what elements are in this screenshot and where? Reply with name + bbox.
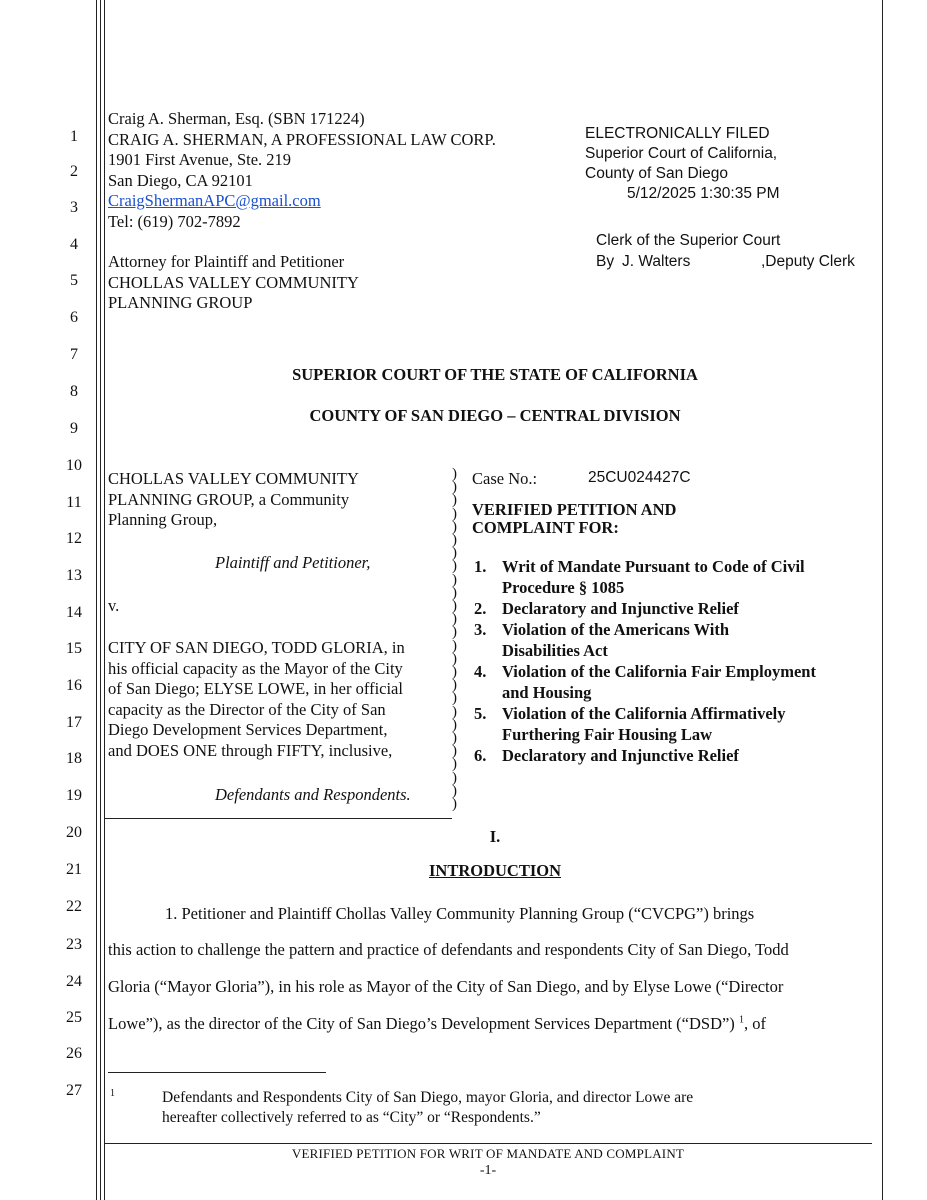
stamp-line: ELECTRONICALLY FILED [585,125,770,142]
line-number: 7 [70,346,78,363]
line-number: 14 [66,604,82,621]
stamp-clerk-name: J. Walters [622,253,691,270]
line-number: 16 [66,677,82,694]
clerk-stamp [596,230,876,272]
line-number: 24 [66,973,82,990]
line-number: 18 [66,750,82,767]
stamp-deputy: ,Deputy Clerk [761,253,855,270]
left-margin-line [96,0,97,1200]
claim-text: Declaratory and Injunctive Relief [502,746,739,765]
caption-parentheses: ) ) ) ) ) ) ) ) ) ) ) ) ) ) ) ) ) ) ) ) ) ) ) ) ) ) [452,466,457,813]
attorney-city: San Diego, CA 92101 [108,170,253,190]
document-title-line: VERIFIED PETITION AND [472,500,677,519]
claim-item [474,661,874,703]
plaintiff-name: CHOLLAS VALLEY COMMUNITY [108,469,359,488]
defendants-line: Diego Development Services Department, [108,720,388,739]
line-number: 15 [66,640,82,657]
line-number: 27 [66,1082,82,1099]
footnote-text [162,1088,693,1128]
claim-text: Violation of the California Affirmatively [502,704,786,723]
case-label: Case No.: [472,469,538,488]
line-number: 19 [66,787,82,804]
footnote-reference[interactable]: 1 [738,1014,744,1026]
defendants-line: of San Diego; ELYSE LOWE, in her official [108,679,403,698]
left-margin-line [104,0,105,1200]
body-line-tail: , of [743,1014,766,1033]
stamp-line: County of San Diego [585,165,729,182]
attorney-firm: CRAIG A. SHERMAN, A PROFESSIONAL LAW CORP. [108,129,496,149]
claim-item [474,619,874,661]
defendants-role: Defendants and Respondents. [215,785,411,804]
body-line-with-footnote [108,1014,766,1034]
attorney-tel: Tel: (619) 702-7892 [108,211,241,231]
footnote-line: Defendants and Respondents City of San Diego, mayor Gloria, and director Lowe are [162,1089,694,1106]
claim-text: Furthering Fair Housing Law [502,725,713,744]
footer-title: VERIFIED PETITION FOR WRIT OF MANDATE AND COMPLAINT [291,1146,685,1161]
claim-text: Procedure § 1085 [502,578,625,597]
document-title [472,501,676,537]
plaintiff-name: PLANNING GROUP, a Community [108,489,350,509]
case-number: 25CU024427C [588,469,691,486]
claim-number: 3. [474,620,487,639]
defendants-line: capacity as the Director of the City of San [108,699,386,719]
court-division: COUNTY OF SAN DIEGO – CENTRAL DIVISION [309,406,681,425]
line-number: 25 [66,1009,82,1026]
line-number: 6 [70,309,78,326]
stamp-line: Superior Court of California, [585,145,778,162]
claim-number: 2. [474,599,487,618]
claim-number: 1. [474,557,487,576]
claim-item [474,703,874,745]
line-number: 1 [70,128,78,145]
court-name: SUPERIOR COURT OF THE STATE OF CALIFORNIA [292,365,698,384]
footnote-separator [108,1072,326,1073]
plaintiff-name: Planning Group, [108,510,218,529]
footnote-line: hereafter collectively referred to as “City” or “Respondents.” [162,1109,541,1126]
page-number: -1- [479,1163,497,1178]
attorney-client: CHOLLAS VALLEY COMMUNITY [108,272,359,292]
defendants-block [108,638,405,761]
claim-text: Declaratory and Injunctive Relief [502,599,739,618]
body-line: Lowe”), as the director of the City of San Diego’s Development Services Department (“DSD”) [108,1014,735,1033]
stamp-by: By [596,253,615,270]
body-line: this action to challenge the pattern and practice of defendants and respondents City of San Diego, Todd [108,940,789,959]
line-number: 5 [70,272,78,289]
line-number: 22 [66,898,82,915]
claim-text: and Housing [502,683,592,702]
line-number: 21 [66,861,82,878]
claim-text: Writ of Mandate Pursuant to Code of Civil [502,557,805,576]
claim-text: Disabilities Act [502,641,608,660]
line-number: 3 [70,199,78,216]
section-title: INTRODUCTION [428,861,562,880]
body-line: Gloria (“Mayor Gloria”), in his role as Mayor of the City of San Diego, and by Elyse Lowe (“Director [108,977,784,996]
claim-item [474,598,874,619]
attorney-role: Attorney for Plaintiff and Petitioner [108,252,345,271]
stamp-datetime: 5/12/2025 1:30:35 PM [627,185,780,202]
attorney-block [108,109,496,314]
line-number: 2 [70,163,78,180]
right-margin-line [882,0,883,1200]
caption-underline [104,818,452,819]
line-number: 13 [66,567,82,584]
section-number: I. [489,827,501,846]
claim-text: Violation of the California Fair Employment [502,662,816,681]
attorney-street: 1901 First Avenue, Ste. 219 [108,150,292,169]
line-number: 8 [70,383,78,400]
footnote-number: 1 [110,1088,115,1099]
claim-number: 4. [474,662,487,681]
line-number: 20 [66,824,82,841]
left-margin-line [100,0,101,1200]
stamp-clerk: Clerk of the Superior Court [596,232,781,249]
line-number: 10 [66,457,82,474]
line-number: 12 [66,530,82,547]
claim-number: 6. [474,746,487,765]
claim-text: Violation of the Americans With [502,620,730,639]
footer-rule [104,1143,872,1144]
document-title-line: COMPLAINT FOR: [472,518,619,537]
line-number: 17 [66,714,82,731]
plaintiff-block [108,469,359,531]
defendants-line: and DOES ONE through FIFTY, inclusive, [108,740,393,760]
claim-item [474,745,874,766]
attorney-email-link[interactable]: CraigShermanAPC@gmail.com [108,191,321,210]
versus: v. [108,596,120,615]
line-number: 4 [70,236,78,253]
attorney-name: Craig A. Sherman, Esq. (SBN 171224) [108,109,365,128]
line-number: 9 [70,420,78,437]
plaintiff-role: Plaintiff and Petitioner, [215,553,371,572]
body-line: 1. Petitioner and Plaintiff Chollas Valley Community Planning Group (“CVCPG”) brings [165,904,755,923]
claim-item [474,556,874,598]
line-number: 23 [66,936,82,953]
defendants-line: CITY OF SAN DIEGO, TODD GLORIA, in [108,638,405,657]
defendants-line: his official capacity as the Mayor of the City [108,658,403,678]
line-number: 26 [66,1045,82,1062]
claim-number: 5. [474,704,487,723]
filing-stamp [585,124,780,204]
claims-list [474,556,874,766]
attorney-client: PLANNING GROUP [108,293,253,312]
line-number: 11 [66,494,82,511]
